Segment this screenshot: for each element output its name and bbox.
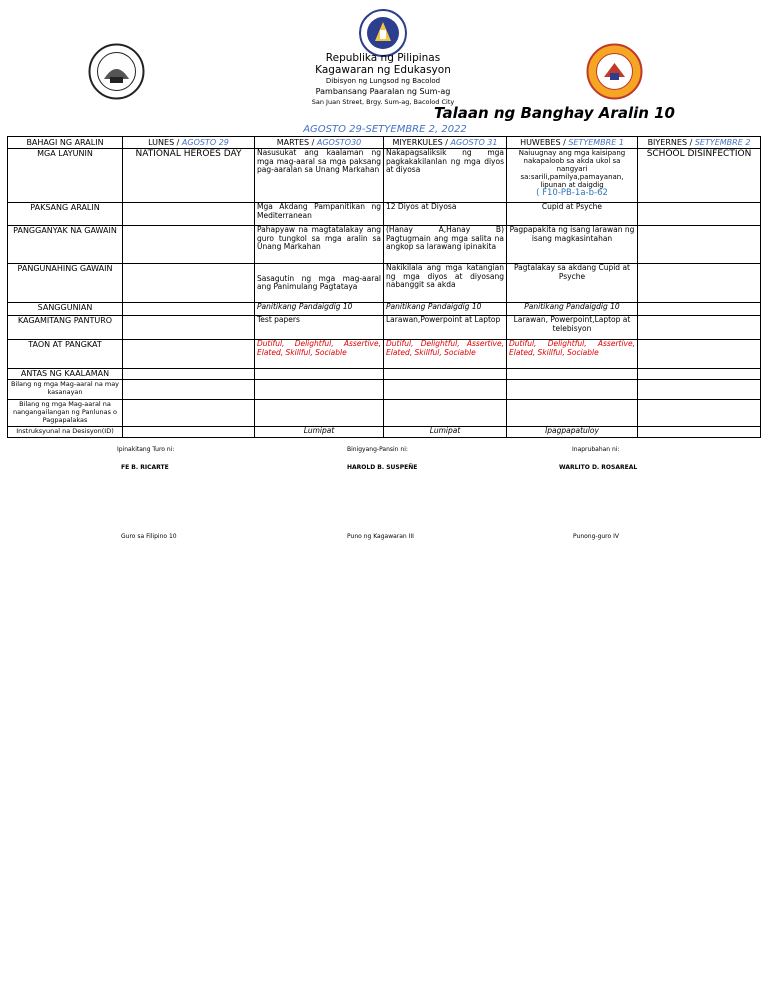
cell-paksa-martes: Mga Akdang Pampanitikan ng Mediterranean: [255, 203, 384, 226]
cell-instruk-huwebes: Ipagpapatuloy: [507, 427, 638, 438]
cell-panganyak-lunes: [123, 226, 255, 264]
table-header-row: [8, 137, 761, 149]
cell-paksa-biyernes: [638, 203, 761, 226]
cell-bilang1-lunes: [123, 380, 255, 400]
row-label-paksa: PAKSANG ARALIN: [8, 203, 123, 226]
competency-code: ( F10-PB-1a-b-62: [536, 188, 608, 198]
row-label-sanggunian: SANGGUNIAN: [8, 303, 123, 316]
cell-taon-lunes: [123, 340, 255, 369]
cell-taon-huwebes: Dutiful, Delightful, Assertive, Elated, Skillful, Sociable: [507, 340, 638, 369]
column-header-miyerkules: MIYERKULES / AGOSTO 31: [384, 137, 507, 149]
row-label-instruksyunal: Instruksyunal na Desisyon(ID): [8, 427, 123, 438]
cell-kagamitang-martes: Test papers: [255, 316, 384, 340]
table-row: [8, 427, 761, 438]
cell-pangunahing-martes: Sasagutin ng mga mag-aaral ang Panimulang Pagtataya: [255, 264, 384, 303]
document-title: Talaan ng Banghay Aralin 10: [434, 104, 675, 122]
cell-paksa-lunes: [123, 203, 255, 226]
cell-layunin-lunes: NATIONAL HEROES DAY: [123, 149, 255, 203]
checked-by-label: Binigyang-Pansin ni:: [347, 446, 408, 453]
table-row: [8, 303, 761, 316]
checked-by-name: HAROLD B. SUSPEÑE: [347, 464, 418, 471]
cell-sanggunian-huwebes: Panitikang Pandaigdig 10: [507, 303, 638, 316]
cell-antas-huwebes: [507, 369, 638, 380]
cell-layunin-biyernes: SCHOOL DISINFECTION: [638, 149, 761, 203]
cell-layunin-huwebes: Naiuugnay ang mga kaisipang nakapaloob sa akda ukol sa nangyari sa:sarili,pamilya,pamayanan, lipunan at daigdig ( F10-PB-1a-b-62: [507, 149, 638, 203]
table-row: [8, 226, 761, 264]
cell-panganyak-huwebes: Pagpapakita ng isang larawan ng isang magkasintahan: [507, 226, 638, 264]
row-label-pangunahing: PANGUNAHING GAWAIN: [8, 264, 123, 303]
cell-pangunahing-miyerkules: Nakikilala ang mga katangian ng mga diyos at diyosang nabanggit sa akda: [384, 264, 507, 303]
row-label-kagamitang: KAGAMITANG PANTURO: [8, 316, 123, 340]
cell-sanggunian-miyerkules: Panitikang Pandaigdig 10: [384, 303, 507, 316]
cell-bilang2-miyerkules: [384, 400, 507, 427]
table-row: [8, 340, 761, 369]
cell-bilang1-miyerkules: [384, 380, 507, 400]
cell-kagamitang-lunes: [123, 316, 255, 340]
column-header-bahagi: BAHAGI NG ARALIN: [8, 137, 123, 149]
table-row: [8, 369, 761, 380]
date-range: AGOSTO 29-SETYEMBRE 2, 2022: [303, 124, 467, 135]
cell-antas-biyernes: [638, 369, 761, 380]
cell-paksa-miyerkules: 12 Diyos at Diyosa: [384, 203, 507, 226]
row-label-layunin: MGA LAYUNIN: [8, 149, 123, 203]
department-line: Kagawaran ng Edukasyon: [315, 64, 451, 76]
cell-taon-biyernes: [638, 340, 761, 369]
row-label-antas: ANTAS NG KAALAMAN: [8, 369, 123, 380]
table-row: [8, 264, 761, 303]
school-name: Pambansang Paaralan ng Sum-ag: [315, 87, 451, 96]
cell-antas-martes: [255, 369, 384, 380]
prepared-by-role: Guro sa Filipino 10: [121, 533, 177, 540]
table-row: [8, 203, 761, 226]
checked-by-role: Puno ng Kagawaran III: [347, 533, 414, 540]
cell-panganyak-miyerkules: (Hanay A,Hanay B) Pagtugmain ang mga salita na angkop sa larawang ipinakita: [384, 226, 507, 264]
prepared-by-name: FE B. RICARTE: [121, 464, 169, 471]
cell-instruk-lunes: [123, 427, 255, 438]
cell-sanggunian-lunes: [123, 303, 255, 316]
cell-paksa-huwebes: Cupid at Psyche: [507, 203, 638, 226]
table-row: [8, 316, 761, 340]
approved-by-role: Punong-guro IV: [573, 533, 619, 540]
cell-pangunahing-huwebes: Pagtalakay sa akdang Cupid at Psyche: [507, 264, 638, 303]
deped-seal-icon: [359, 8, 407, 58]
republic-line: Republika ng Pilipinas: [325, 52, 441, 64]
department-of-education-seal-icon: [88, 43, 145, 100]
table-row: [8, 400, 761, 427]
approved-by-name: WARLITO D. ROSAREAL: [559, 464, 638, 471]
row-label-bilang-panlunas: Bilang ng mga Mag-aaral na nangangailangan ng Panlunas o Pagpapalakas: [8, 400, 123, 427]
cell-layunin-miyerkules: Nakapagsaliksik ng mga pagkakakilanlan ng mga diyos at diyosa: [384, 149, 507, 203]
table-row: [8, 149, 761, 203]
school-seal-icon: [586, 43, 643, 100]
cell-pangunahing-lunes: [123, 264, 255, 303]
row-label-bilang-kasanayan: Bilang ng mga Mag-aaral na may kasanayan: [8, 380, 123, 400]
division-line: Dibisyon ng Lungsod ng Bacolod: [325, 77, 441, 85]
cell-panganyak-biyernes: [638, 226, 761, 264]
column-header-huwebes: HUWEBES / SETYEMBRE 1: [507, 137, 638, 149]
cell-kagamitang-biyernes: [638, 316, 761, 340]
cell-antas-miyerkules: [384, 369, 507, 380]
cell-instruk-martes: Lumipat: [255, 427, 384, 438]
row-label-panganyak: PANGGANYAK NA GAWAIN: [8, 226, 123, 264]
cell-sanggunian-biyernes: [638, 303, 761, 316]
row-label-taon: TAON AT PANGKAT: [8, 340, 123, 369]
cell-sanggunian-martes: Panitikang Pandaigdig 10: [255, 303, 384, 316]
cell-kagamitang-huwebes: Larawan, Powerpoint,Laptop at telebisyon: [507, 316, 638, 340]
cell-antas-lunes: [123, 369, 255, 380]
cell-bilang1-biyernes: [638, 380, 761, 400]
cell-panganyak-martes: Pahapyaw na magtatalakay ang guro tungkol sa mga aralin sa Unang Markahan: [255, 226, 384, 264]
cell-instruk-biyernes: [638, 427, 761, 438]
cell-bilang2-huwebes: [507, 400, 638, 427]
cell-pangunahing-biyernes: [638, 264, 761, 303]
cell-layunin-martes: Nasusukat ang kaalaman ng mga mag-aaral sa mga paksang pag-aaralan sa Unang Markahan: [255, 149, 384, 203]
column-header-martes: MARTES / AGOSTO30: [255, 137, 384, 149]
cell-bilang2-martes: [255, 400, 384, 427]
cell-bilang1-martes: [255, 380, 384, 400]
cell-kagamitang-miyerkules: Larawan,Powerpoint at Laptop: [384, 316, 507, 340]
school-address: San Juan Street, Brgy. Sum-ag, Bacolod City: [311, 98, 455, 106]
lesson-plan-table: [7, 136, 761, 438]
approved-by-label: Inaprubahan ni:: [572, 446, 620, 453]
cell-taon-martes: Dutiful, Delightful, Assertive, Elated, Skillful, Sociable: [255, 340, 384, 369]
table-row: [8, 380, 761, 400]
column-header-lunes: LUNES / AGOSTO 29: [123, 137, 255, 149]
cell-bilang1-huwebes: [507, 380, 638, 400]
column-header-biyernes: BIYERNES / SETYEMBRE 2: [638, 137, 761, 149]
cell-instruk-miyerkules: Lumipat: [384, 427, 507, 438]
cell-bilang2-lunes: [123, 400, 255, 427]
cell-bilang2-biyernes: [638, 400, 761, 427]
cell-taon-miyerkules: Dutiful, Delightful, Assertive, Elated, Skillful, Sociable: [384, 340, 507, 369]
prepared-by-label: Ipinakitang Turo ni:: [117, 446, 175, 453]
